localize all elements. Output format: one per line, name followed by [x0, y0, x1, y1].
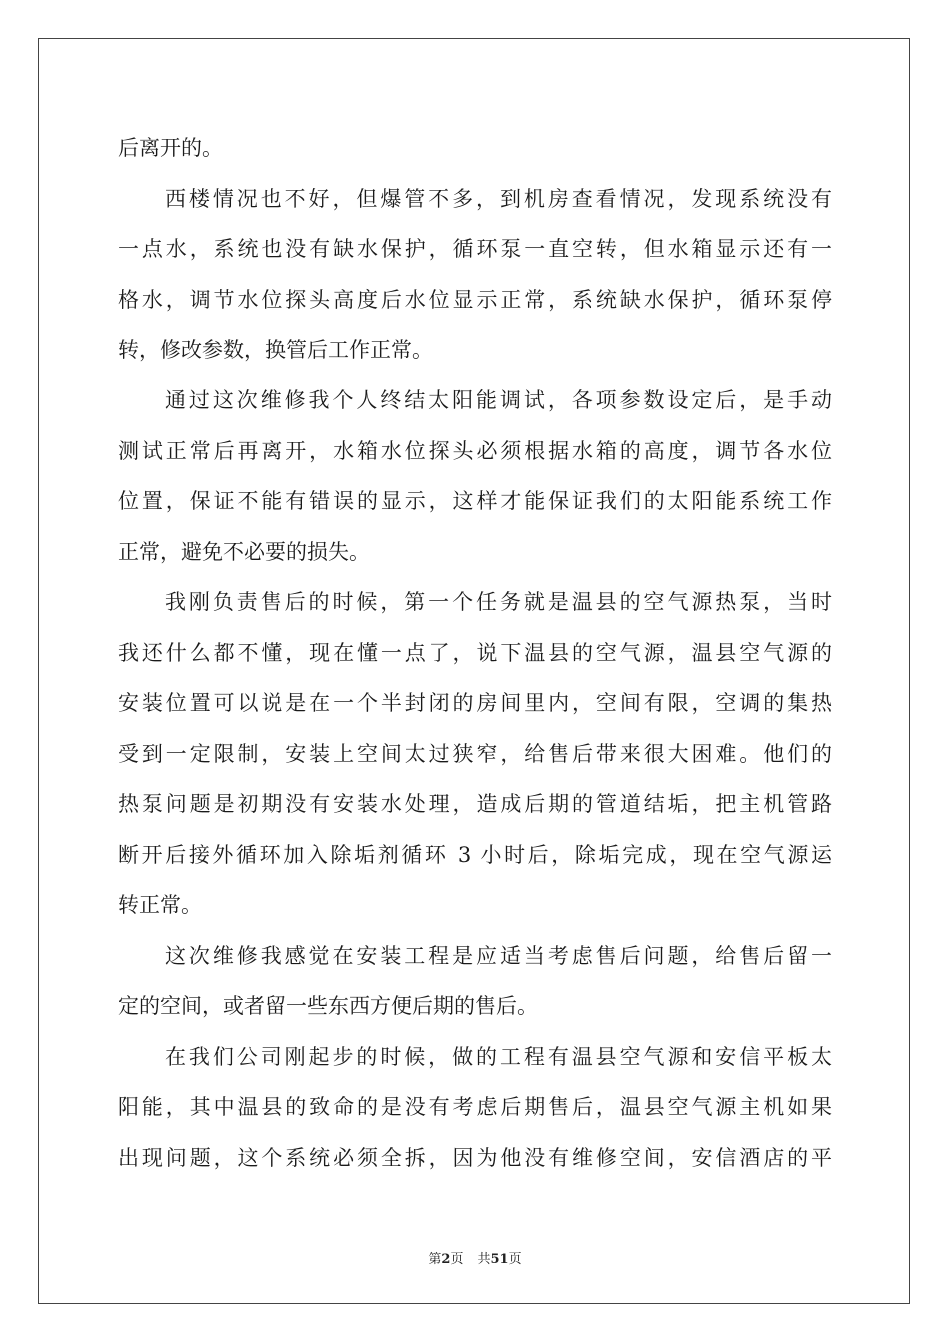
- paragraph-line: 后离开的。: [118, 136, 223, 160]
- paragraph-line: 出现问题，这个系统必须全拆，因为他没有维修空间，安信酒店的平: [118, 1146, 832, 1170]
- paragraph-line: 测试正常后再离开，水箱水位探头必须根据水箱的高度，调节各水位: [118, 439, 832, 463]
- paragraph-line: 我还什么都不懂，现在懂一点了，说下温县的空气源，温县空气源的: [118, 641, 832, 665]
- paragraph-line: 通过这次维修我个人终结太阳能调试，各项参数设定后，是手动: [165, 388, 832, 412]
- paragraph-line: 西楼情况也不好，但爆管不多，到机房查看情况，发现系统没有: [165, 187, 832, 211]
- page-footer: [0, 1248, 950, 1267]
- paragraph-line: 我刚负责售后的时候，第一个任务就是温县的空气源热泵，当时: [165, 590, 832, 614]
- paragraph-line: 正常，避免不必要的损失。: [118, 540, 370, 564]
- paragraph-line: 定的空间，或者留一些东西方便后期的售后。: [118, 994, 538, 1018]
- paragraph-line: 转，修改参数，换管后工作正常。: [118, 338, 433, 362]
- page-prefix: 第: [428, 1252, 442, 1267]
- paragraph-line: 在我们公司刚起步的时候，做的工程有温县空气源和安信平板太: [165, 1045, 832, 1069]
- paragraph-line: 阳能，其中温县的致命的是没有考虑后期售后，温县空气源主机如果: [118, 1095, 832, 1119]
- page-number: 2: [441, 1252, 451, 1267]
- paragraph-line: 断开后接外循环加入除垢剂循环 3 小时后，除垢完成，现在空气源运: [118, 843, 832, 867]
- paragraph-line: 转正常。: [118, 893, 202, 917]
- paragraph-line: 这次维修我感觉在安装工程是应适当考虑售后问题，给售后留一: [165, 944, 832, 968]
- total-suffix: 页: [508, 1252, 522, 1267]
- paragraph-line: 受到一定限制，安装上空间太过狭窄，给售后带来很大困难。他们的: [118, 742, 832, 766]
- paragraph-line: 位置，保证不能有错误的显示，这样才能保证我们的太阳能系统工作: [118, 489, 832, 513]
- paragraph-line: 格水，调节水位探头高度后水位显示正常，系统缺水保护，循环泵停: [118, 288, 832, 312]
- page-suffix: 页: [450, 1252, 464, 1267]
- paragraph-line: 一点水，系统也没有缺水保护，循环泵一直空转，但水箱显示还有一: [118, 237, 832, 261]
- total-prefix: 共: [477, 1252, 491, 1267]
- paragraph-line: 安装位置可以说是在一个半封闭的房间里内，空间有限，空调的集热: [118, 691, 832, 715]
- paragraph-line: 热泵问题是初期没有安装水处理，造成后期的管道结垢，把主机管路: [118, 792, 832, 816]
- total-pages: 51: [490, 1252, 509, 1267]
